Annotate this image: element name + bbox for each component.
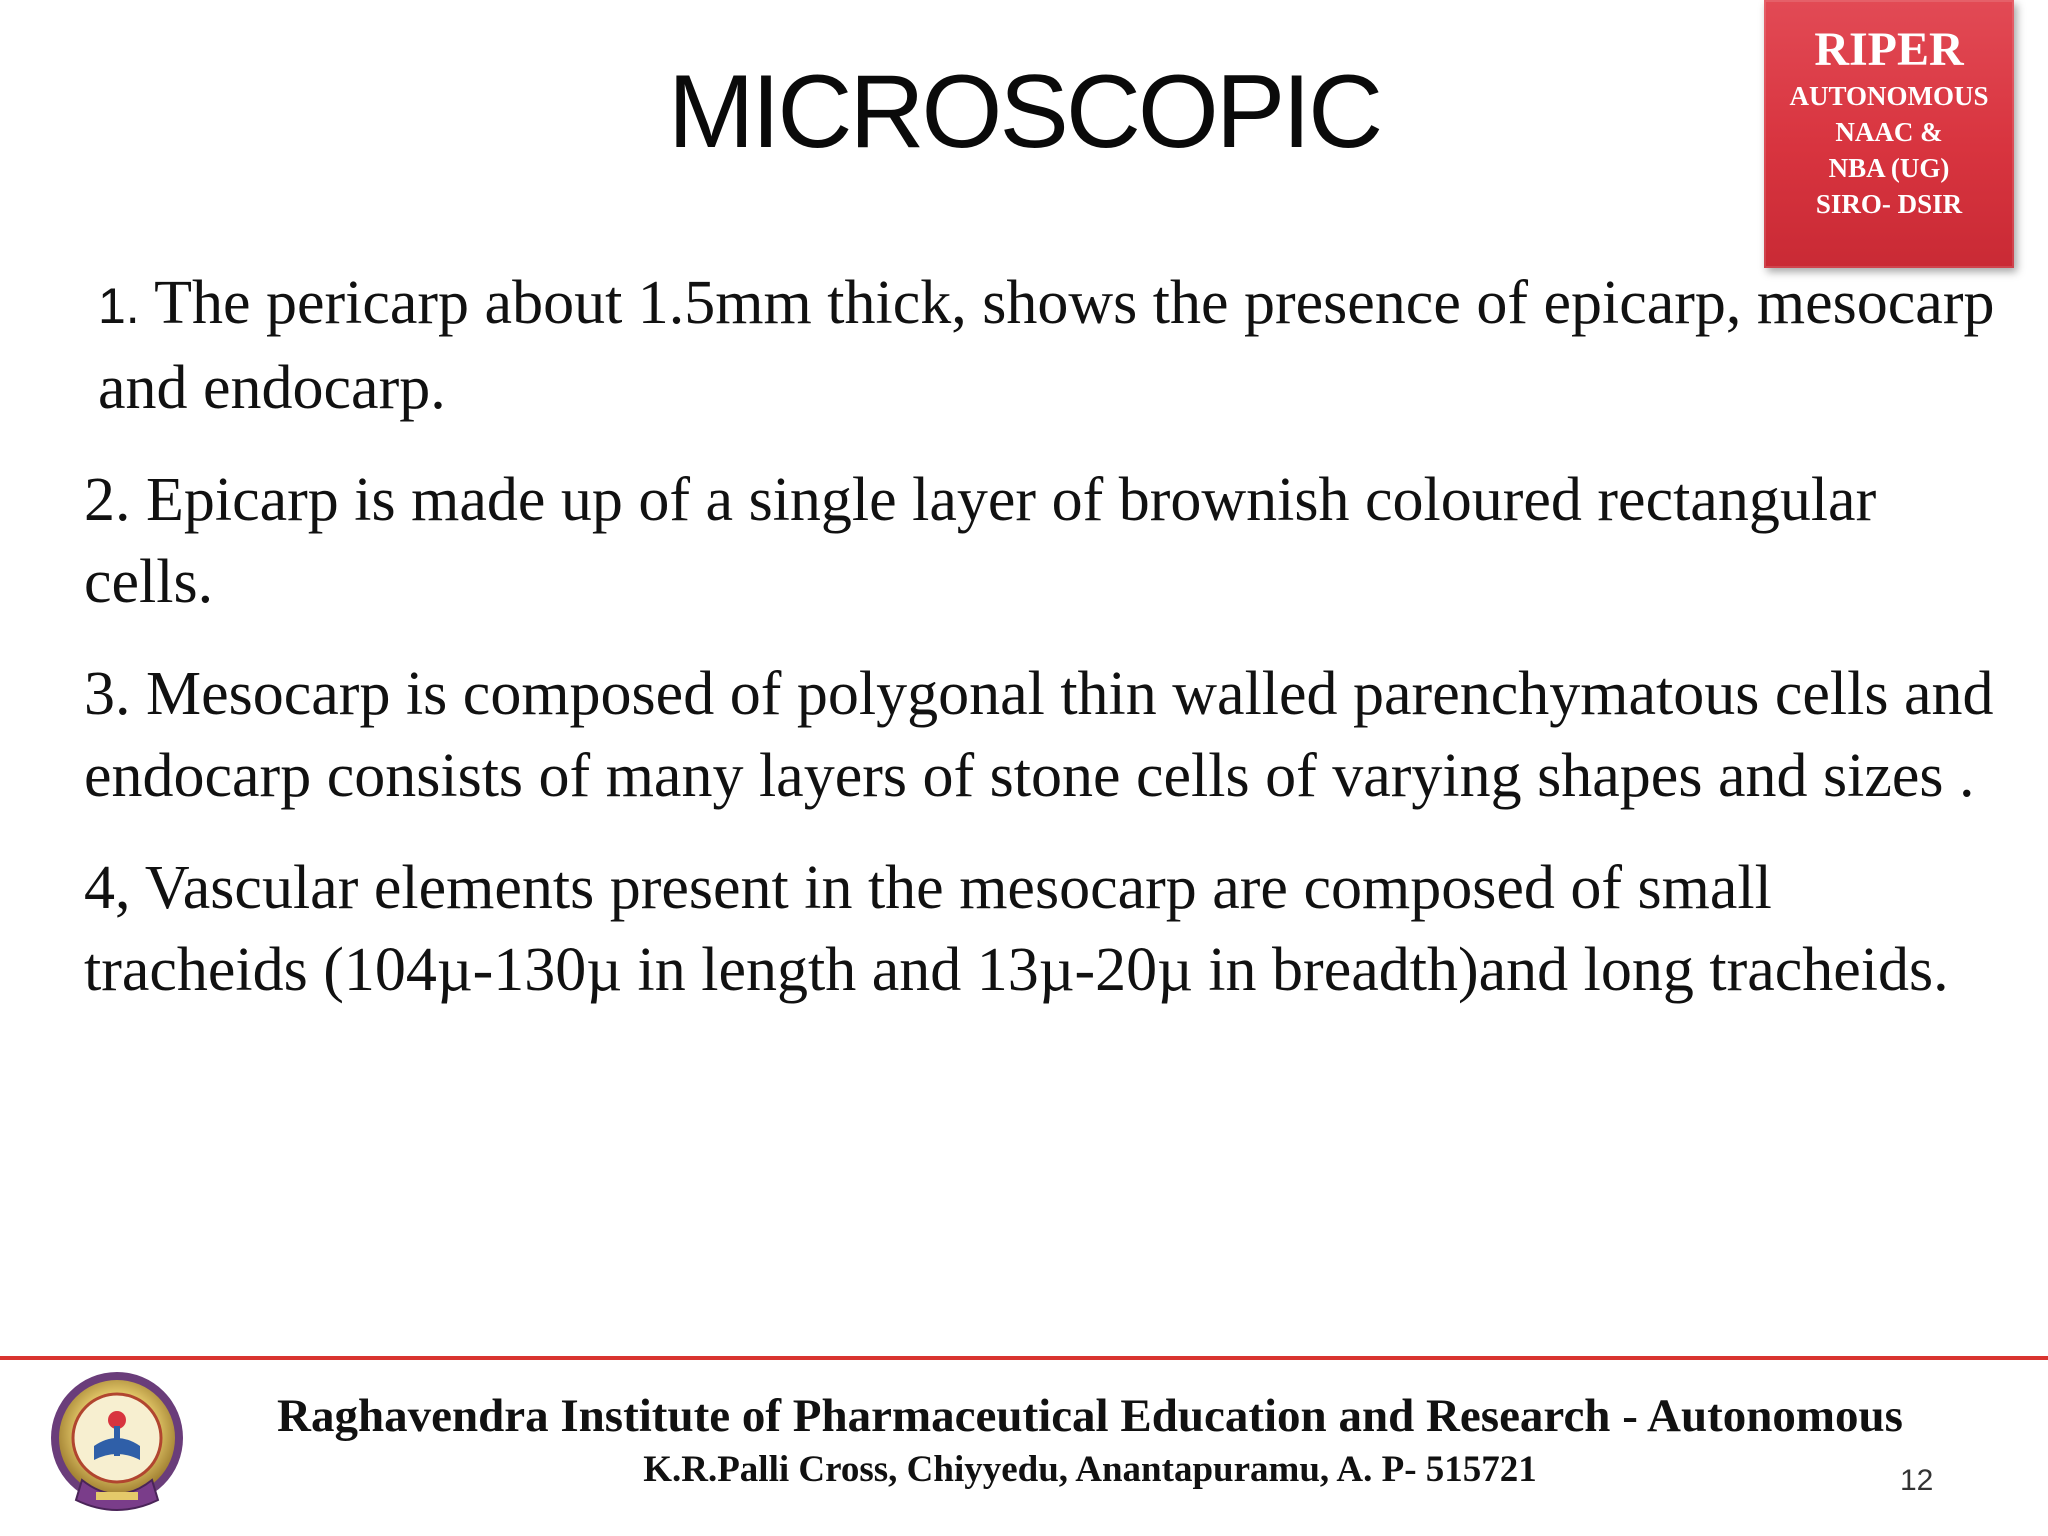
point-3-number: 3. [84,660,131,728]
point-2-text: Epicarp is made up of a single layer of brownish coloured rectangular cells. [84,466,1877,616]
point-4 [84,847,2004,1011]
point-2 [84,459,2004,623]
accreditation-badge [1764,0,2014,268]
point-4-number: 4, [84,854,131,922]
point-3-text: Mesocarp is composed of polygonal thin walled parenchymatous cells and endocarp consists of many layers of stone cells of varying shapes and sizes . [84,660,1994,810]
college-seal-logo-icon [42,1368,192,1524]
point-4-text: Vascular elements present in the mesocarp are composed of small tracheids (104µ-130µ in length and 13µ-20µ in breadth)and long tracheids. [84,854,1949,1004]
badge-line-nba: NBA (UG) [1828,153,1950,183]
page-number: 12 [1900,1464,1934,1497]
badge-line-naac: NAAC & [1835,117,1943,147]
footer-divider [0,1356,2048,1360]
slide-title: MICROSCOPIC [667,54,1381,170]
institution-address: K.R.Palli Cross, Chiyyedu, Anantapuramu, A. P- 515721 [643,1449,1537,1490]
slide-body [84,262,2004,1041]
badge-line-riper: RIPER [1814,23,1964,76]
institution-name: Raghavendra Institute of Pharmaceutical Education and Research - Autonomous [277,1390,1903,1442]
point-3 [84,653,2004,817]
point-1-number: 1. [98,278,140,334]
badge-line-autonomous: AUTONOMOUS [1789,81,1989,111]
point-1 [84,262,2004,429]
point-1-text: The pericarp about 1.5mm thick, shows the presence of epicarp, mesocarp and endocarp. [98,269,1995,422]
badge-line-siro: SIRO- DSIR [1815,189,1963,219]
point-2-number: 2. [84,466,131,534]
